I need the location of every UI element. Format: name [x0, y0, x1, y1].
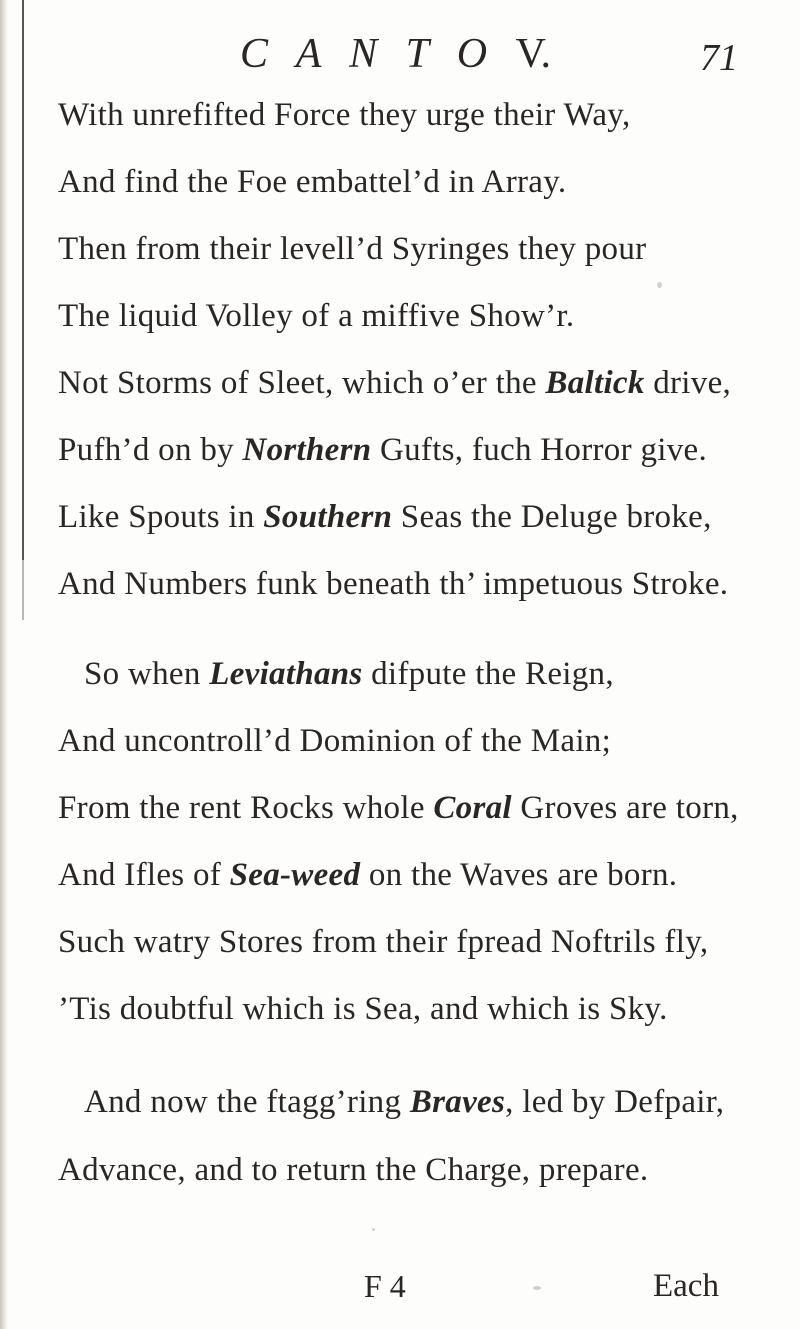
verse-line: Then from their levell’d Syringes they pour [58, 231, 647, 267]
verse-line: And Numbers funk beneath th’ impetuous Stroke. [58, 566, 729, 602]
verse-line: And find the Foe embattel’d in Array. [58, 164, 567, 200]
verse-line: With unrefifted Force they urge their Way, [58, 97, 631, 133]
verse-line: And Ifles of Sea-weed on the Waves are born. [58, 857, 678, 893]
verse-line: And uncontroll’d Dominion of the Main; [58, 723, 612, 759]
signature-mark: F 4 [364, 1268, 406, 1304]
verse-line: The liquid Volley of a miffive Show’r. [58, 298, 575, 334]
page-binding-edge [0, 0, 8, 1329]
catchword: Each [653, 1268, 719, 1304]
verse-line: So when Leviathans difpute the Reign, [84, 656, 614, 692]
verse-line: ’Tis doubtful which is Sea, and which is Sky. [58, 991, 668, 1027]
verse-line: Pufh’d on by Northern Gufts, fuch Horror give. [58, 432, 708, 468]
paper-speck [533, 1286, 541, 1290]
binding-shadow-line-faint [22, 560, 24, 620]
canto-numeral: V. [515, 31, 552, 77]
verse-line: Such watry Stores from their fpread Noftrils fly, [58, 924, 709, 960]
catchline [0, 1268, 800, 1312]
canto-word: C A N T O [240, 31, 497, 77]
canto-title [240, 30, 551, 78]
verse-line: From the rent Rocks whole Coral Groves are torn, [58, 790, 739, 826]
page-number: 71 [700, 37, 738, 79]
paper-speck [657, 282, 662, 288]
verse-line: Like Spouts in Southern Seas the Deluge broke, [58, 499, 712, 535]
verse-line: Not Storms of Sleet, which o’er the Baltick drive, [58, 365, 732, 401]
verse-line: And now the ftagg’ring Braves, led by Defpair, [84, 1084, 725, 1120]
verse-line: Advance, and to return the Charge, prepare. [58, 1152, 649, 1188]
running-head [0, 30, 800, 90]
paper-speck [372, 1228, 375, 1231]
